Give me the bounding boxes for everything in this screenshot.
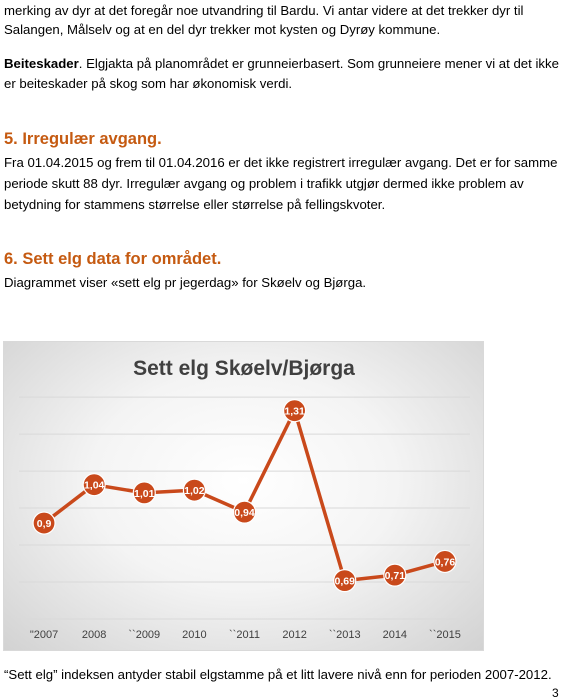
intro-line-1: merking av dyr at det foregår noe utvandring til Bardu. Vi antar videre at det trekker dyr til xyxy=(4,3,524,18)
section-5-line-1: Fra 01.04.2015 og frem til 01.04.2016 er det ikke registrert irregulær avgang. Det er for samme xyxy=(4,155,558,170)
beiteskader-term: Beiteskader xyxy=(4,56,79,71)
chart-series-line xyxy=(44,411,445,581)
sett-elg-chart xyxy=(3,341,484,651)
section-5-line-3: betydning for stammens størrelse eller størrelse på fellingskvoter. xyxy=(4,197,386,212)
data-label: 0,69 xyxy=(334,575,355,588)
section-6-line-1: Diagrammet viser «sett elg pr jegerdag» for Skøelv og Bjørga. xyxy=(4,275,367,290)
x-tick-label: ``2013 xyxy=(328,629,361,641)
data-label: 0,71 xyxy=(384,570,406,583)
series-line xyxy=(44,411,445,581)
data-label: 1,04 xyxy=(83,479,105,492)
page-number: 3 xyxy=(552,686,559,700)
beiteskader-paragraph-line-2: er beiteskader på skog som har økonomisk verdi. xyxy=(4,76,293,91)
section-5-line-2: periode skutt 88 dyr. Irregulær avgang og problem i trafikk utgjør dermed ikke problem av xyxy=(4,176,524,191)
section-6-heading: 6. Sett elg data for området. xyxy=(4,250,222,268)
x-tick-label: 2010 xyxy=(182,629,207,641)
section-5-heading: 5. Irregulær avgang. xyxy=(4,130,162,148)
x-tick-label: "2007 xyxy=(29,629,59,641)
chart-title: Sett elg Skøelv/Bjørga xyxy=(133,357,355,380)
data-label: 1,31 xyxy=(284,405,305,418)
data-label: 0,94 xyxy=(234,507,255,520)
chart-points xyxy=(33,400,456,592)
x-tick-label: ``2009 xyxy=(128,629,161,641)
data-label: 1,02 xyxy=(184,485,205,498)
beiteskader-paragraph-line-1 xyxy=(4,56,559,72)
chart-svg xyxy=(4,342,485,652)
x-tick-label: 2012 xyxy=(282,629,307,641)
x-tick-label: ``2015 xyxy=(429,629,461,641)
x-tick-label: 2008 xyxy=(81,629,107,641)
data-label: 1,01 xyxy=(134,487,155,500)
beiteskader-text: . Elgjakta på planområdet er grunneierbasert. Som grunneiere mener vi at det ikke xyxy=(78,56,559,71)
data-label: 0,76 xyxy=(434,556,456,569)
x-tick-label: 2014 xyxy=(382,629,408,641)
chart-x-axis-labels xyxy=(30,629,461,641)
data-label: 0,9 xyxy=(36,518,52,531)
closing-line: “Sett elg” indeksen antyder stabil elgstamme på et litt lavere nivå enn for perioden 2007-2012. xyxy=(4,667,552,682)
x-tick-label: ``2011 xyxy=(229,629,260,641)
intro-line-2: Salangen, Målselv og at en del dyr trekker mot kysten og Dyrøy kommune. xyxy=(4,22,441,37)
